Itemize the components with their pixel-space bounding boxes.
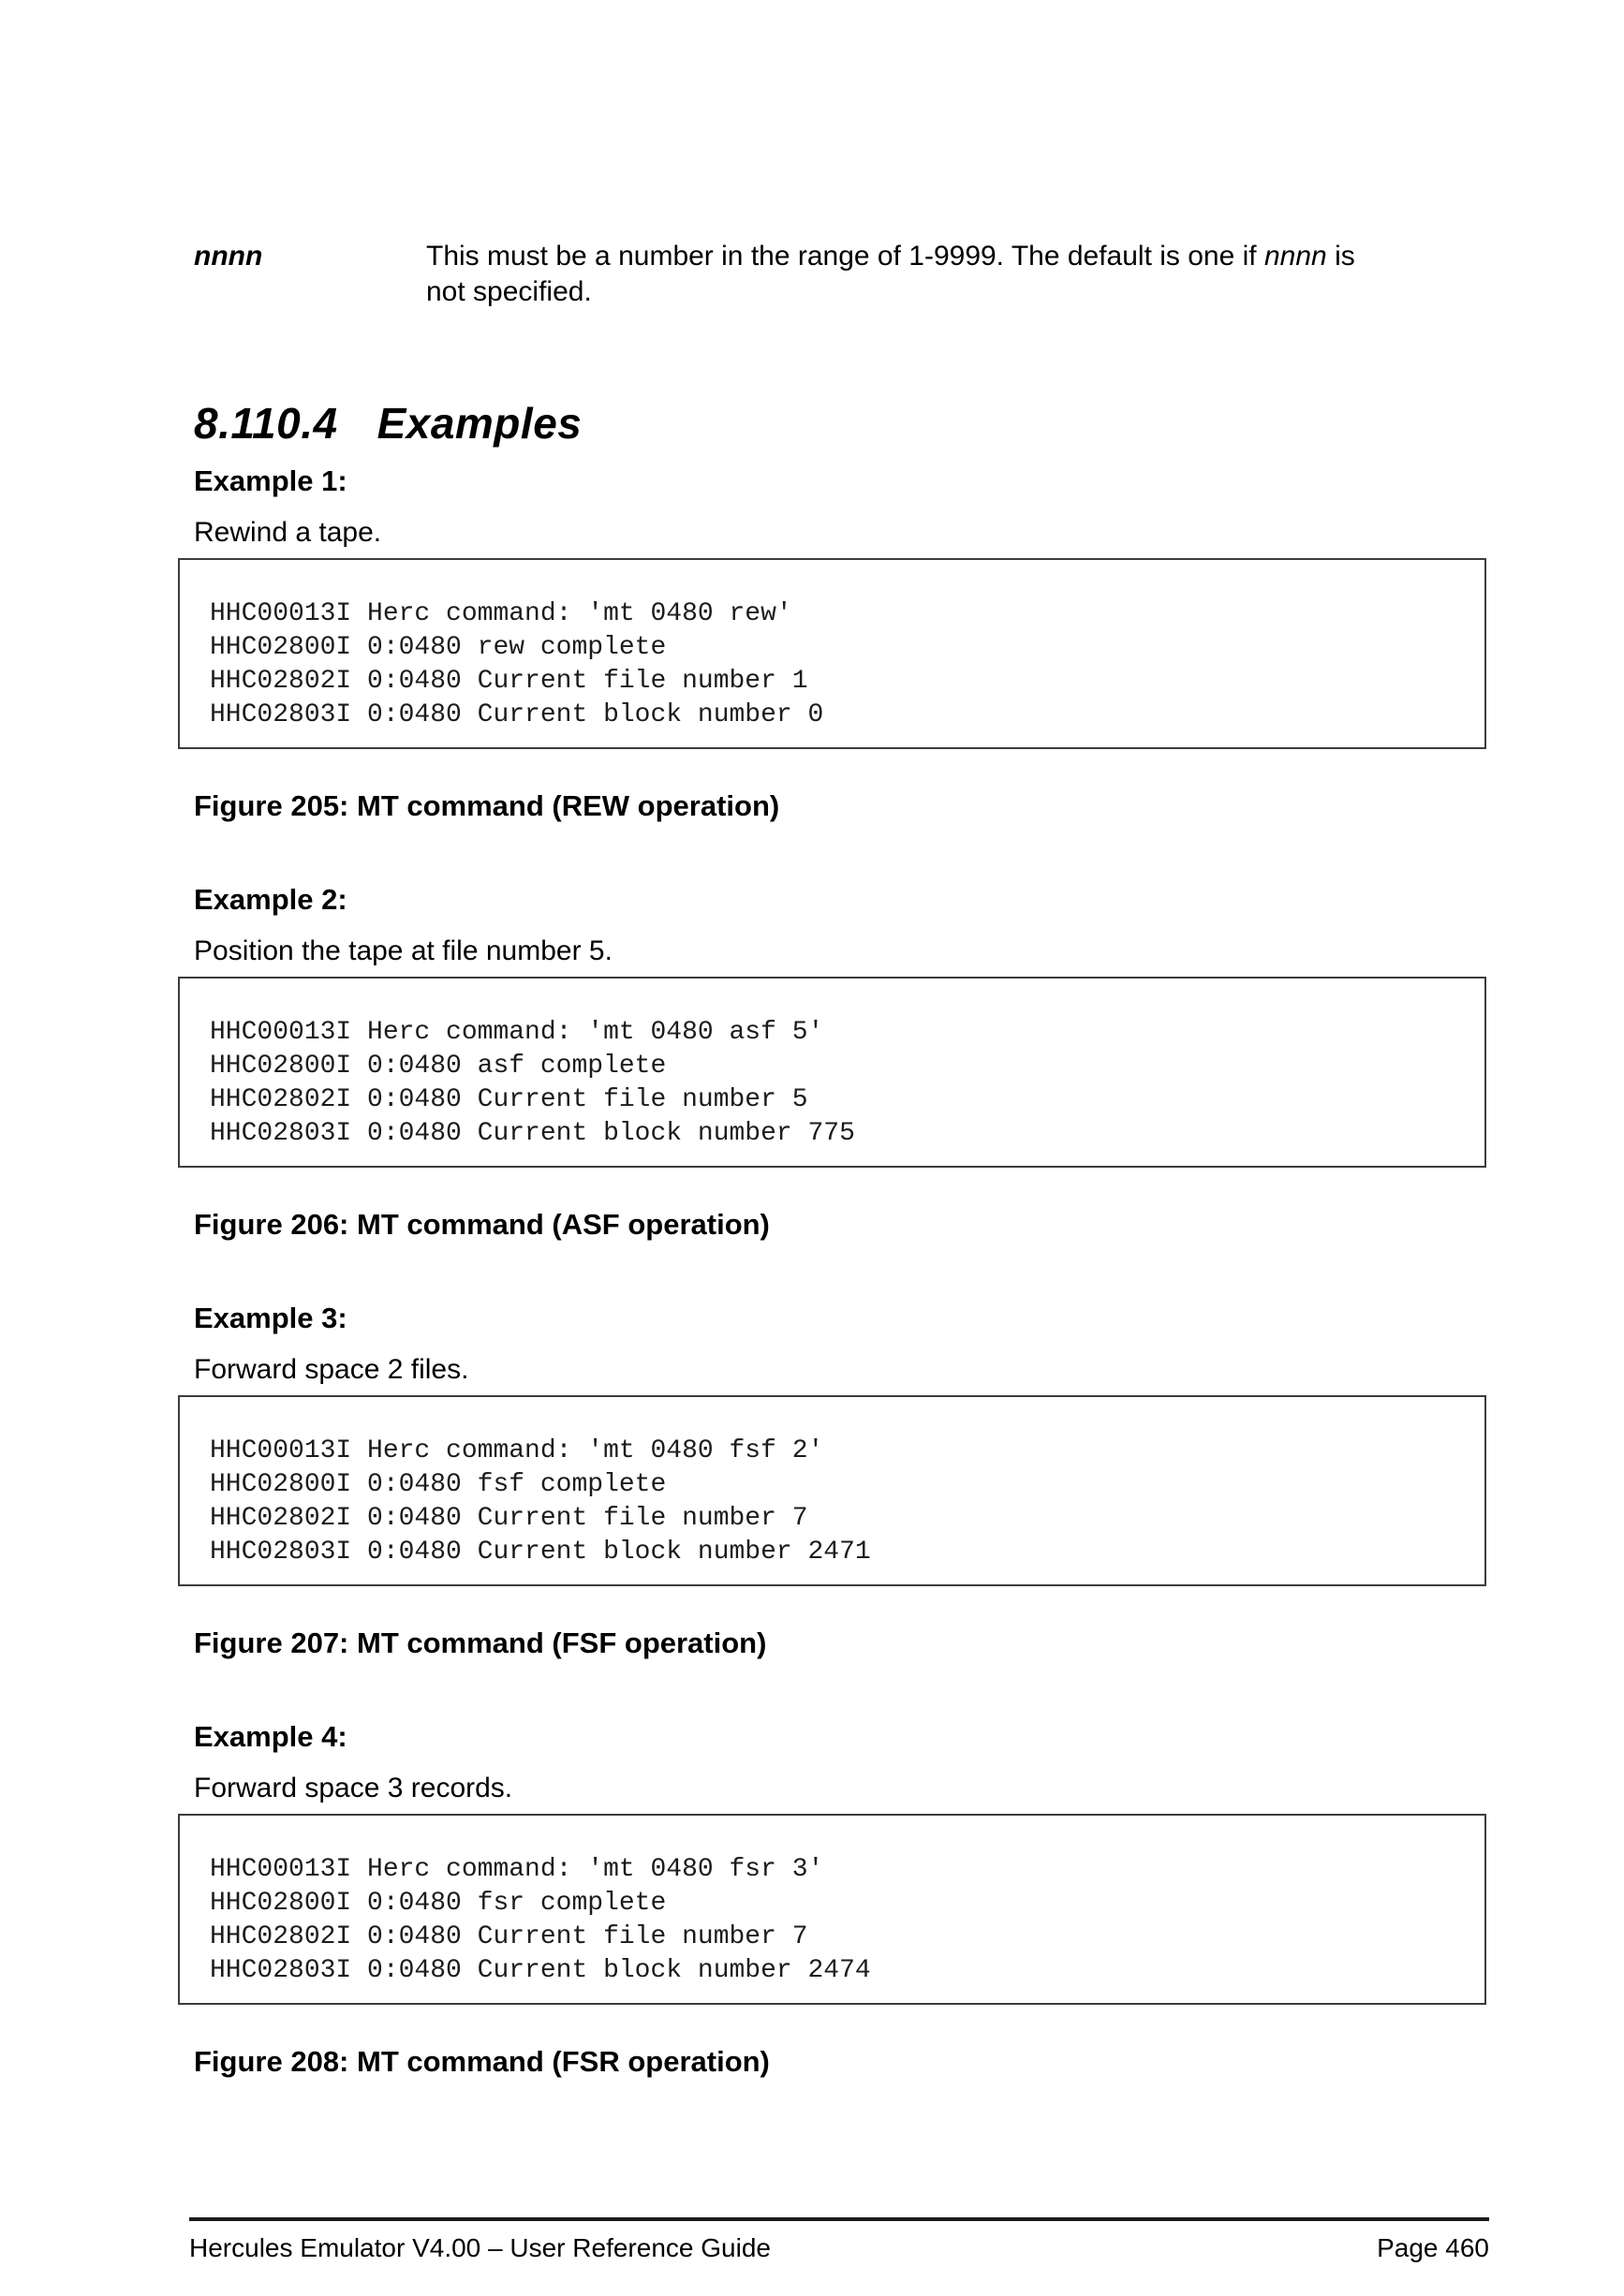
example-label: Example 1: (194, 464, 347, 497)
console-line: HHC02800I 0:0480 rew complete (210, 633, 667, 662)
console-output-box (178, 558, 1486, 749)
section-number: 8.110.4 (194, 399, 338, 448)
console-line: HHC02800I 0:0480 asf complete (210, 1052, 667, 1081)
example-intro: Rewind a tape. (194, 517, 382, 548)
console-line: HHC00013I Herc command: 'mt 0480 fsf 2' (210, 1436, 824, 1465)
parameter-definition (194, 239, 1488, 310)
console-line: HHC02802I 0:0480 Current file number 7 (210, 1922, 808, 1951)
console-line: HHC00013I Herc command: 'mt 0480 rew' (210, 599, 792, 628)
example-intro: Forward space 3 records. (194, 1773, 513, 1803)
page-content (194, 0, 1488, 2080)
example-label: Example 3: (194, 1302, 347, 1334)
parameter-description-text: This must be a number in the range of 1-9999. The default is one if (426, 241, 1264, 272)
example-intro: Forward space 2 files. (194, 1354, 469, 1385)
console-line: HHC02802I 0:0480 Current file number 1 (210, 667, 808, 696)
console-line: HHC02802I 0:0480 Current file number 7 (210, 1504, 808, 1533)
console-line: HHC02803I 0:0480 Current block number 775 (210, 1119, 855, 1148)
console-line: HHC02802I 0:0480 Current file number 5 (210, 1085, 808, 1114)
console-line: HHC00013I Herc command: 'mt 0480 asf 5' (210, 1018, 824, 1047)
example-section-2 (194, 882, 1488, 1243)
console-line: HHC02803I 0:0480 Current block number 2471 (210, 1538, 871, 1567)
console-output-box (178, 1395, 1486, 1586)
example-section-3 (194, 1301, 1488, 1661)
console-line: HHC00013I Herc command: 'mt 0480 fsr 3' (210, 1855, 824, 1884)
console-line: HHC02803I 0:0480 Current block number 2474 (210, 1956, 871, 1985)
figure-caption: Figure 205: MT command (REW operation) (194, 789, 780, 822)
figure-caption: Figure 207: MT command (FSF operation) (194, 1626, 767, 1659)
footer-document-title: Hercules Emulator V4.00 – User Reference Guide (189, 2233, 771, 2262)
example-section-1 (194, 464, 1488, 824)
footer-rule (189, 2217, 1489, 2221)
figure-caption: Figure 206: MT command (ASF operation) (194, 1208, 770, 1241)
example-section-4 (194, 1719, 1488, 2080)
section-title: Examples (376, 399, 583, 448)
console-line: HHC02800I 0:0480 fsr complete (210, 1889, 667, 1918)
console-output-box (178, 1814, 1486, 2005)
console-output-box (178, 977, 1486, 1168)
example-label: Example 2: (194, 883, 347, 916)
page-footer (189, 2217, 1489, 2264)
example-intro: Position the tape at file number 5. (194, 935, 613, 966)
section-heading (194, 398, 1488, 449)
example-label: Example 4: (194, 1720, 347, 1753)
parameter-description-text-after: is not specified. (426, 241, 1355, 307)
parameter-description-italic-term: nnnn (1263, 241, 1327, 272)
parameter-description (426, 239, 1381, 310)
footer-page-number: Page 460 (1377, 2233, 1489, 2262)
parameter-name: nnnn (194, 241, 263, 272)
console-line: HHC02803I 0:0480 Current block number 0 (210, 700, 824, 729)
console-line: HHC02800I 0:0480 fsf complete (210, 1470, 667, 1499)
figure-caption: Figure 208: MT command (FSR operation) (194, 2045, 770, 2078)
